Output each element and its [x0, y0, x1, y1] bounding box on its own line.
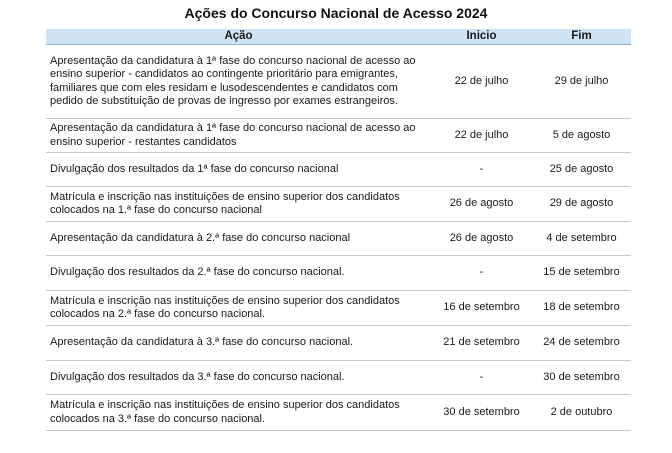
row-inicio: 22 de julho [431, 45, 532, 119]
row-acao: Divulgação dos resultados da 3.ª fase do concurso nacional. [46, 361, 431, 395]
table-row [46, 222, 631, 256]
row-acao: Matrícula e inscrição nas instituições de ensino superior dos candidatos colocados na 2.ª fase do concurso nacional. [46, 291, 431, 326]
schedule-table [46, 29, 631, 431]
row-fim: 29 de julho [532, 45, 631, 119]
row-inicio: - [431, 153, 532, 187]
row-inicio: 22 de julho [431, 119, 532, 153]
table-row [46, 153, 631, 187]
row-inicio: - [431, 256, 532, 291]
row-acao: Apresentação da candidatura à 1ª fase do concurso nacional de acesso ao ensino superior - restantes candidatos [46, 119, 431, 153]
row-acao: Divulgação dos resultados da 1ª fase do concurso nacional [46, 153, 431, 187]
table-row [46, 256, 631, 291]
page-title: Ações do Concurso Nacional de Acesso 2024 [184, 5, 488, 21]
row-acao: Apresentação da candidatura à 3.ª fase do concurso nacional. [46, 326, 431, 361]
row-fim: 4 de setembro [532, 222, 631, 256]
table-header-row [46, 29, 631, 45]
row-fim: 18 de setembro [532, 291, 631, 326]
table-row [46, 291, 631, 326]
row-inicio: 26 de agosto [431, 222, 532, 256]
row-fim: 15 de setembro [532, 256, 631, 291]
row-acao: Matrícula e inscrição nas instituições de ensino superior dos candidatos colocados na 1.ª fase do concurso nacional [46, 187, 431, 222]
row-acao: Apresentação da candidatura à 2.ª fase do concurso nacional [46, 222, 431, 256]
row-inicio: - [431, 361, 532, 395]
row-inicio: 21 de setembro [431, 326, 532, 361]
table-row [46, 361, 631, 395]
row-fim: 2 de outubro [532, 395, 631, 431]
row-inicio: 26 de agosto [431, 187, 532, 222]
row-fim: 29 de agosto [532, 187, 631, 222]
row-acao: Apresentação da candidatura à 1ª fase do concurso nacional de acesso ao ensino superior - candidatos ao contingente prioritário para emigrantes, familiares que com eles residam e lusodescendentes e candidatos com pedido de substituição de provas de ingresso por exames estrangeiros. [46, 45, 431, 119]
table-row [46, 187, 631, 222]
table-row [46, 119, 631, 153]
table-row [46, 326, 631, 361]
row-fim: 25 de agosto [532, 153, 631, 187]
row-inicio: 16 de setembro [431, 291, 532, 326]
row-fim: 5 de agosto [532, 119, 631, 153]
column-header-acao: Ação [46, 29, 431, 45]
column-header-inicio: Inicio [431, 29, 532, 45]
column-header-fim: Fim [532, 29, 631, 45]
table-row [46, 45, 631, 119]
row-fim: 30 de setembro [532, 361, 631, 395]
row-inicio: 30 de setembro [431, 395, 532, 431]
row-acao: Divulgação dos resultados da 2.ª fase do concurso nacional. [46, 256, 431, 291]
row-acao: Matrícula e inscrição nas instituições de ensino superior dos candidatos colocados na 3.ª fase do concurso nacional. [46, 395, 431, 431]
table-row [46, 395, 631, 431]
row-fim: 24 de setembro [532, 326, 631, 361]
